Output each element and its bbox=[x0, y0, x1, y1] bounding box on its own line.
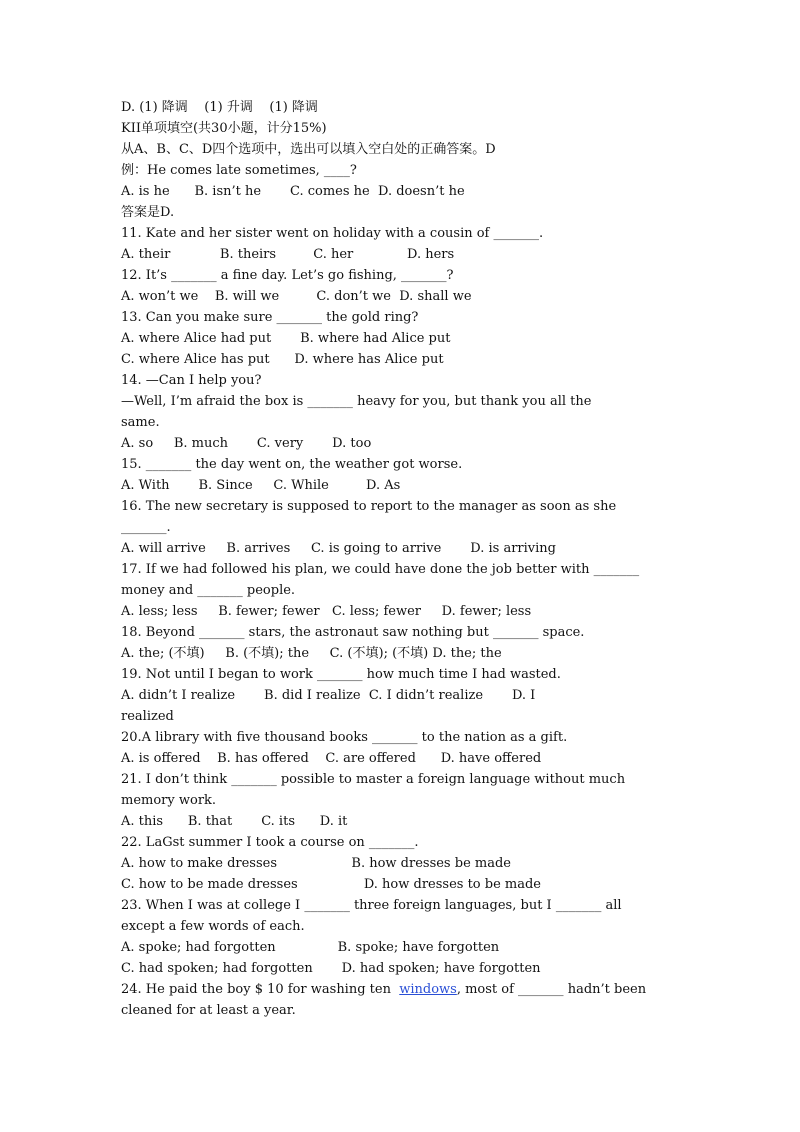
example-answer: 答案是D. bbox=[121, 205, 175, 220]
options-21: A. this B. that C. its D. it bbox=[121, 814, 348, 829]
question-12: 12. It’s _______ a fine day. Let’s go fishing, _______? bbox=[121, 268, 454, 283]
question-24-start: 24. He paid the boy $ 10 for washing ten bbox=[121, 982, 400, 997]
options-22-cd: C. how to be made dresses D. how dresses to be made bbox=[121, 877, 541, 892]
question-24-cont: cleaned for at least a year. bbox=[121, 1003, 296, 1018]
question-19: 19. Not until I began to work _______ how much time I had wasted. bbox=[121, 667, 561, 682]
instructions: 从A、B、C、D四个选项中，选出可以填入空白处的正确答案。D bbox=[121, 142, 496, 157]
question-23-cont: except a few words of each. bbox=[121, 919, 305, 934]
example-question: 例：He comes late sometimes, ____? bbox=[121, 163, 357, 178]
question-21: 21. I don’t think _______ possible to master a foreign language without much bbox=[121, 772, 626, 787]
question-18: 18. Beyond _______ stars, the astronaut saw nothing but _______ space. bbox=[121, 625, 585, 640]
question-14-dialogue-end: same. bbox=[121, 415, 160, 430]
question-16: 16. The new secretary is supposed to report to the manager as soon as she bbox=[121, 499, 617, 514]
question-24 bbox=[121, 980, 646, 1000]
question-11: 11. Kate and her sister went on holiday with a cousin of _______. bbox=[121, 226, 544, 241]
options-12: A. won’t we B. will we C. don’t we D. shall we bbox=[121, 289, 472, 304]
options-15: A. With B. Since C. While D. As bbox=[121, 478, 401, 493]
example-options: A. is he B. isn’t he C. comes he D. doesn’t he bbox=[121, 184, 465, 199]
options-14: A. so B. much C. very D. too bbox=[121, 436, 372, 451]
options-22-ab: A. how to make dresses B. how dresses be made bbox=[121, 856, 511, 871]
question-24-end: , most of _______ hadn’t been bbox=[456, 982, 647, 997]
question-23: 23. When I was at college I _______ three foreign languages, but I _______ all bbox=[121, 898, 622, 913]
options-13-ab: A. where Alice had put B. where had Alice put bbox=[121, 331, 451, 346]
windows-link[interactable]: windows bbox=[399, 982, 457, 997]
options-23-ab: A. spoke; had forgotten B. spoke; have forgotten bbox=[121, 940, 500, 955]
section-heading: KII单项填空(共30小题，计分15%) bbox=[121, 121, 327, 136]
options-16: A. will arrive B. arrives C. is going to arrive D. is arriving bbox=[121, 541, 556, 556]
question-17: 17. If we had followed his plan, we could have done the job better with _______ bbox=[121, 562, 640, 577]
question-22: 22. LaGst summer I took a course on _______. bbox=[121, 835, 419, 850]
options-20: A. is offered B. has offered C. are offered D. have offered bbox=[121, 751, 542, 766]
question-20: 20.A library with five thousand books _______ to the nation as a gift. bbox=[121, 730, 568, 745]
question-14-dialogue: —Well, I’m afraid the box is _______ heavy for you, but thank you all the bbox=[121, 394, 592, 409]
options-11: A. their B. theirs C. her D. hers bbox=[121, 247, 455, 262]
question-16-blank: _______. bbox=[121, 520, 171, 535]
options-17: A. less; less B. fewer; fewer C. less; fewer D. fewer; less bbox=[121, 604, 532, 619]
text-line: D. (1) 降调 (1) 升调 (1) 降调 bbox=[121, 100, 318, 115]
options-23-cd: C. had spoken; had forgotten D. had spoken; have forgotten bbox=[121, 961, 541, 976]
question-21-cont: memory work. bbox=[121, 793, 217, 808]
question-15: 15. _______ the day went on, the weather got worse. bbox=[121, 457, 463, 472]
question-13: 13. Can you make sure _______ the gold ring? bbox=[121, 310, 419, 325]
options-19: A. didn’t I realize B. did I realize C. I didn’t realize D. I bbox=[121, 688, 536, 703]
options-13-cd: C. where Alice has put D. where has Alice put bbox=[121, 352, 444, 367]
question-14: 14. —Can I help you? bbox=[121, 373, 262, 388]
options-18: A. the; (不填) B. (不填); the C. (不填); (不填) D. the; the bbox=[121, 646, 502, 661]
question-17-cont: money and _______ people. bbox=[121, 583, 296, 598]
options-19-cont: realized bbox=[121, 709, 174, 724]
